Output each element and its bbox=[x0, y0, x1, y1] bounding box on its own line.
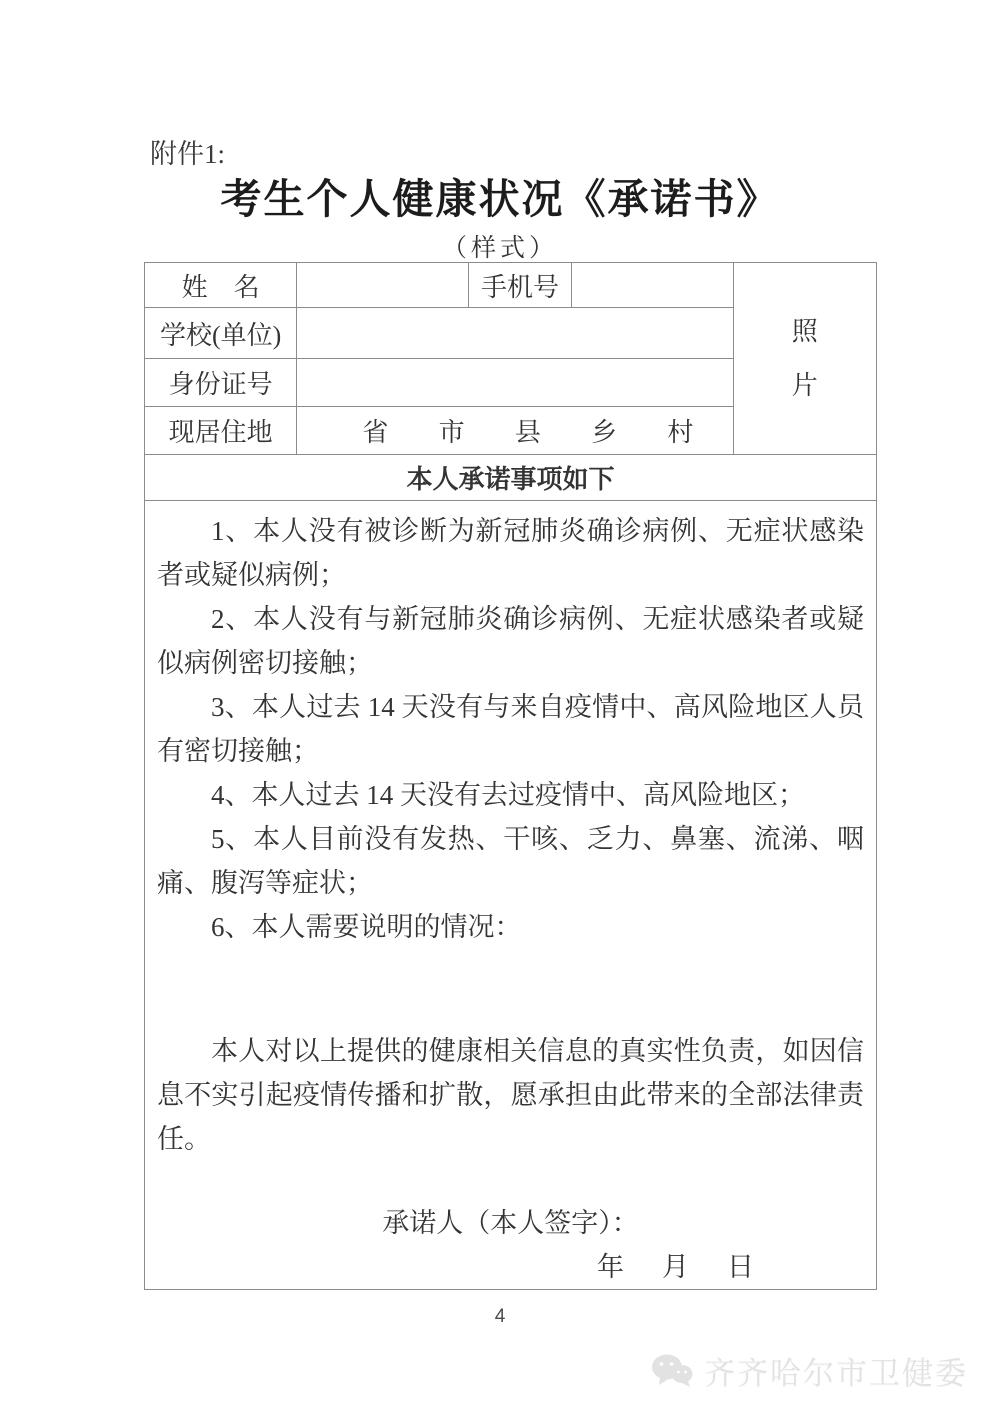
watermark bbox=[650, 1348, 968, 1393]
commitment-item-6: 6、本人需要说明的情况： bbox=[211, 912, 522, 942]
date-year-label: 年 bbox=[597, 1252, 624, 1282]
region-unit-province: 省 bbox=[362, 418, 389, 447]
school-label: 学校(单位) bbox=[145, 308, 297, 359]
date-day-label: 日 bbox=[727, 1252, 754, 1282]
region-unit-village: 村 bbox=[667, 418, 694, 447]
region-unit-township: 乡 bbox=[591, 418, 618, 447]
commitment-section-header: 本人承诺事项如下 bbox=[145, 455, 877, 501]
wechat-icon bbox=[650, 1352, 694, 1390]
page-title: 考生个人健康状况《承诺书》 bbox=[220, 176, 780, 222]
phone-value-cell bbox=[572, 263, 733, 308]
table-row bbox=[145, 501, 877, 1290]
commitment-item-5: 5、本人目前没有发热、干咳、乏力、鼻塞、流涕、咽痛、腹泻等症状； bbox=[157, 824, 864, 898]
photo-box bbox=[733, 263, 877, 455]
region-unit-county: 县 bbox=[514, 418, 541, 447]
id-number-value-cell bbox=[297, 359, 733, 407]
declaration-paragraph: 本人对以上提供的健康相关信息的真实性负责，如因信息不实引起疫情传播和扩散，愿承担由此带来的全部法律责任。 bbox=[157, 1036, 864, 1154]
phone-label: 手机号 bbox=[468, 263, 572, 308]
photo-label: 照片 bbox=[791, 317, 818, 400]
commitment-item-1: 1、本人没有被诊断为新冠肺炎确诊病例、无症状感染者或疑似病例； bbox=[157, 516, 864, 590]
date-month-label: 月 bbox=[662, 1252, 689, 1282]
commitment-item-4: 4、本人过去 14 天没有去过疫情中、高风险地区； bbox=[211, 780, 805, 810]
commitment-item-3: 3、本人过去 14 天没有与来自疫情中、高风险地区人员有密切接触； bbox=[157, 692, 864, 766]
school-value-cell bbox=[297, 308, 733, 359]
page-subtitle: （样式） bbox=[441, 235, 558, 262]
region-unit-city: 市 bbox=[438, 418, 465, 447]
page-number: 4 bbox=[494, 1306, 506, 1327]
name-label: 姓 名 bbox=[145, 263, 297, 308]
table-row bbox=[145, 263, 877, 308]
attachment-label: 附件1: bbox=[150, 139, 226, 169]
region-units bbox=[297, 412, 732, 449]
watermark-text: 齐齐哈尔市卫健委 bbox=[704, 1356, 968, 1391]
commitment-item-2: 2、本人没有与新冠肺炎确诊病例、无症状感染者或疑似病例密切接触； bbox=[157, 604, 864, 678]
id-number-label: 身份证号 bbox=[145, 359, 297, 407]
health-form-table bbox=[144, 262, 877, 1290]
signature-label: 承诺人（本人签字）： bbox=[382, 1208, 639, 1238]
table-row bbox=[145, 455, 877, 501]
commitment-body-cell bbox=[145, 501, 877, 1290]
date-line bbox=[157, 1245, 864, 1289]
residence-label: 现居住地 bbox=[145, 407, 297, 455]
name-value-cell bbox=[297, 263, 468, 308]
residence-value-cell bbox=[297, 407, 733, 455]
